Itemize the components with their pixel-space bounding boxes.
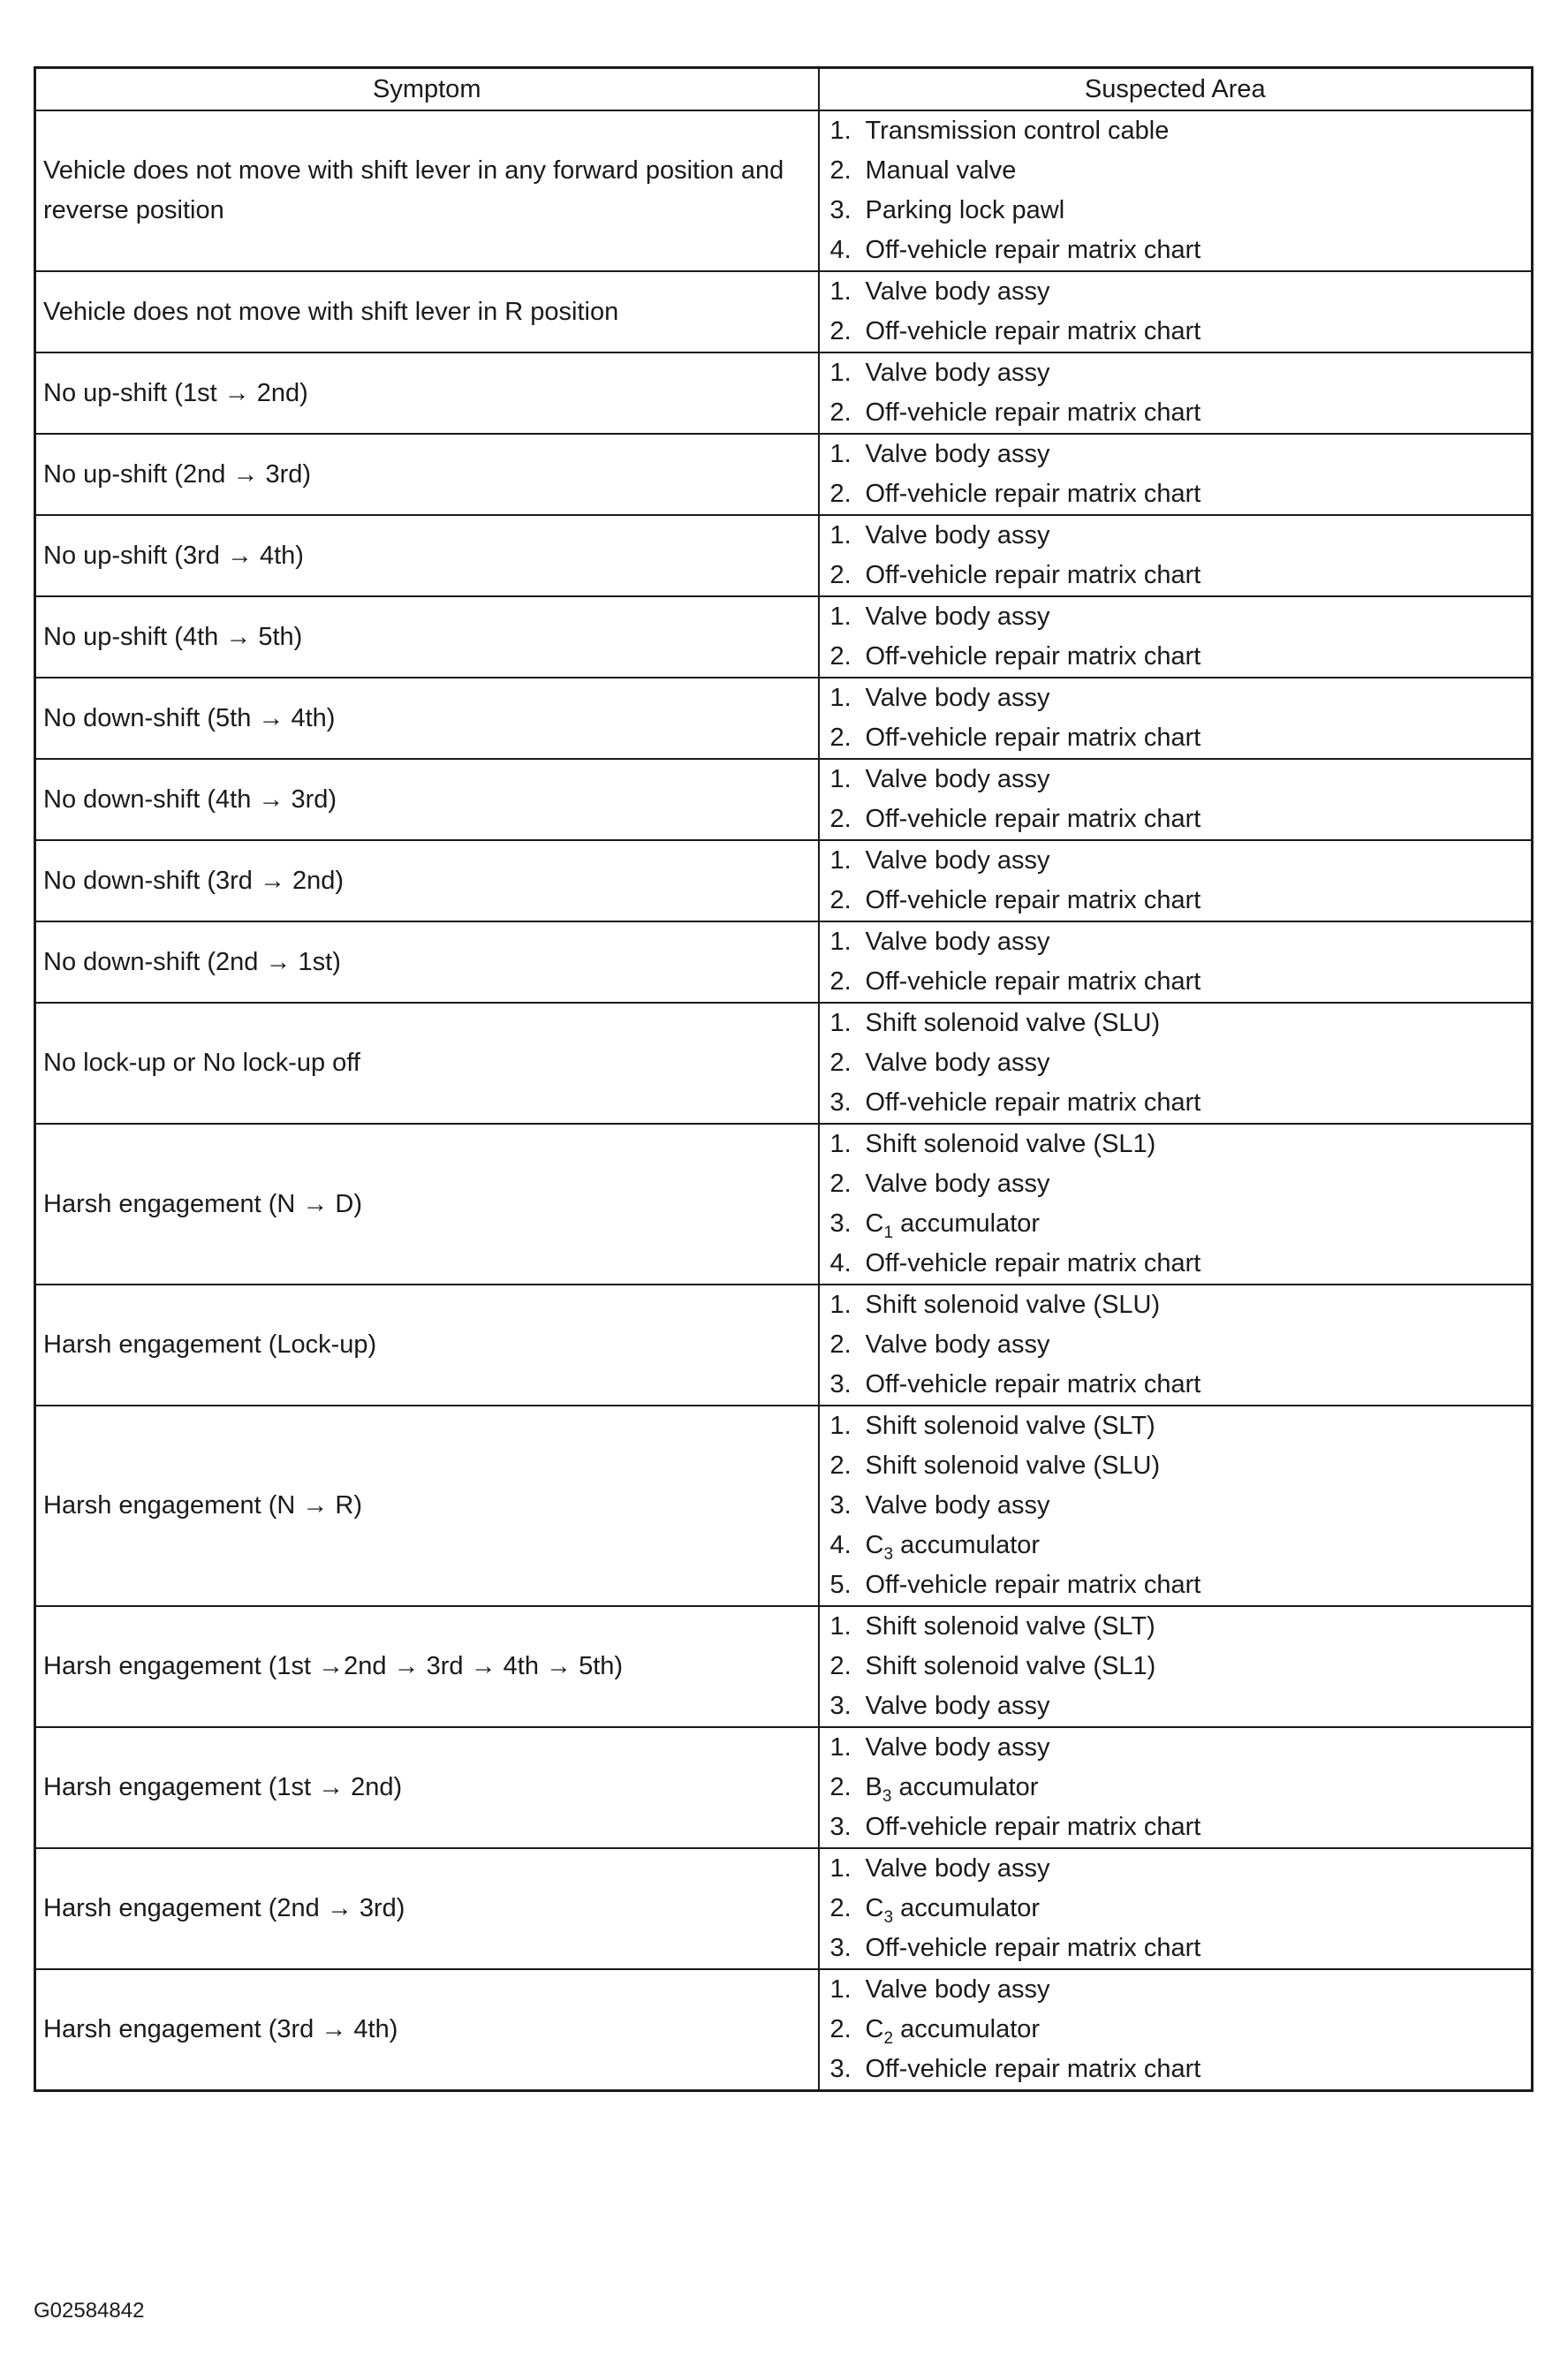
item-number: 3. (829, 1813, 852, 1841)
item-text: Transmission control cable (865, 117, 1170, 145)
suspected-area-list (830, 1004, 1521, 1123)
item-number: 1. (829, 684, 852, 712)
item-text: $C_3$ accumulator (865, 1531, 1041, 1564)
suspected-area-cell (819, 759, 1533, 840)
suspected-area-list (830, 435, 1521, 514)
item-text: Off-vehicle repair matrix chart (865, 561, 1201, 589)
suspected-area-list (830, 516, 1521, 595)
item-text: Shift solenoid valve (SL1) (865, 1652, 1156, 1680)
item-text: $B_3$ accumulator (865, 1773, 1039, 1806)
symptom-cell: No up-shift (1st → 2nd) (35, 352, 819, 434)
item-number: 1. (829, 359, 852, 387)
item-text: $C_3$ accumulator (865, 1894, 1041, 1927)
suspected-area-cell (819, 1606, 1533, 1727)
document-page (34, 66, 1531, 2092)
suspected-area-cell (819, 434, 1533, 515)
item-text: Off-vehicle repair matrix chart (865, 1813, 1201, 1841)
table-row (35, 840, 1533, 921)
suspected-area-item (830, 841, 1521, 881)
item-number: 1. (829, 928, 852, 956)
item-number: 1. (829, 765, 852, 793)
item-text: Off-vehicle repair matrix chart (865, 1571, 1201, 1599)
item-text: $C_2$ accumulator (865, 2015, 1041, 2048)
suspected-area-item (830, 1244, 1521, 1284)
table-row (35, 515, 1533, 596)
item-number: 1. (829, 1733, 852, 1762)
suspected-area-item (830, 1204, 1521, 1244)
suspected-area-item (830, 922, 1521, 962)
suspected-area-item (830, 678, 1521, 718)
item-number: 2. (829, 1773, 852, 1801)
table-row (35, 110, 1533, 271)
table-row (35, 271, 1533, 352)
suspected-area-item (830, 312, 1521, 352)
suspected-area-cell (819, 1406, 1533, 1606)
item-number: 2. (829, 1451, 852, 1480)
item-number: 3. (829, 1088, 852, 1117)
item-text: Valve body assy (865, 928, 1050, 956)
item-text: Off-vehicle repair matrix chart (865, 1370, 1201, 1398)
suspected-area-item (830, 1647, 1521, 1686)
item-text: Valve body assy (865, 684, 1050, 712)
item-text: Shift solenoid valve (SLU) (865, 1451, 1161, 1480)
item-text: Off-vehicle repair matrix chart (865, 1934, 1201, 1962)
suspected-area-list (830, 1728, 1521, 1847)
symptom-cell: No down-shift (5th → 4th) (35, 678, 819, 759)
item-number: 4. (829, 1531, 852, 1559)
suspected-area-item (830, 1849, 1521, 1889)
suspected-area-item (830, 231, 1521, 270)
table-row (35, 1606, 1533, 1727)
symptom-cell: Harsh engagement (1st →2nd → 3rd → 4th → 5th) (35, 1606, 819, 1727)
suspected-area-list (830, 841, 1521, 921)
symptom-cell: Harsh engagement (1st → 2nd) (35, 1727, 819, 1848)
item-text: Off-vehicle repair matrix chart (865, 1088, 1201, 1117)
item-number: 1. (829, 1975, 852, 2004)
item-number: 1. (829, 1854, 852, 1883)
item-text: Off-vehicle repair matrix chart (865, 236, 1201, 264)
item-number: 2. (829, 1652, 852, 1680)
suspected-area-item (830, 1929, 1521, 1968)
item-number: 2. (829, 156, 852, 185)
symptom-cell: Harsh engagement (3rd → 4th) (35, 1969, 819, 2091)
item-number: 1. (829, 1612, 852, 1641)
symptom-cell: Vehicle does not move with shift lever in R position (35, 271, 819, 352)
suspected-area-item (830, 1486, 1521, 1526)
item-text: Valve body assy (865, 1491, 1050, 1520)
item-number: 1. (829, 1009, 852, 1037)
suspected-area-item (830, 435, 1521, 474)
suspected-area-cell (819, 1727, 1533, 1848)
suspected-area-cell (819, 110, 1533, 271)
item-number: 1. (829, 117, 852, 145)
item-number: 2. (829, 805, 852, 833)
item-number: 1. (829, 603, 852, 631)
suspected-area-cell (819, 1285, 1533, 1406)
suspected-area-item (830, 1406, 1521, 1446)
item-number: 2. (829, 317, 852, 345)
item-number: 2. (829, 886, 852, 914)
suspected-area-cell (819, 678, 1533, 759)
suspected-area-item (830, 1768, 1521, 1808)
table-row (35, 1969, 1533, 2091)
symptom-cell: No down-shift (3rd → 2nd) (35, 840, 819, 921)
suspected-area-item (830, 353, 1521, 393)
table-row (35, 1003, 1533, 1124)
item-number: 2. (829, 398, 852, 427)
item-number: 1. (829, 1412, 852, 1440)
symptom-cell: No up-shift (3rd → 4th) (35, 515, 819, 596)
suspected-area-item (830, 516, 1521, 556)
item-number: 3. (829, 1209, 852, 1238)
suspected-area-item (830, 393, 1521, 433)
suspected-area-item (830, 1686, 1521, 1726)
suspected-area-cell (819, 1848, 1533, 1969)
item-text: Valve body assy (865, 765, 1050, 793)
item-text: Valve body assy (865, 1854, 1050, 1883)
item-text: Off-vehicle repair matrix chart (865, 480, 1201, 508)
suspected-area-item (830, 1164, 1521, 1204)
item-text: Off-vehicle repair matrix chart (865, 642, 1201, 671)
item-number: 4. (829, 1249, 852, 1277)
table-row (35, 1406, 1533, 1606)
suspected-area-item (830, 760, 1521, 800)
item-number: 2. (829, 1330, 852, 1359)
suspected-area-item (830, 272, 1521, 312)
item-text: Parking lock pawl (865, 196, 1065, 224)
header-suspected-area: Suspected Area (819, 68, 1533, 111)
item-text: Shift solenoid valve (SLT) (865, 1412, 1155, 1440)
suspected-area-item (830, 111, 1521, 151)
item-text: Valve body assy (865, 1692, 1050, 1720)
table-row (35, 352, 1533, 434)
suspected-area-item (830, 1565, 1521, 1605)
item-text: Shift solenoid valve (SLU) (865, 1009, 1161, 1037)
table-header-row (35, 68, 1533, 111)
suspected-area-item (830, 800, 1521, 839)
suspected-area-item (830, 1365, 1521, 1405)
suspected-area-list (830, 922, 1521, 1002)
suspected-area-item (830, 1808, 1521, 1847)
item-number: 2. (829, 724, 852, 752)
suspected-area-item (830, 1970, 1521, 2010)
suspected-area-list (830, 1849, 1521, 1968)
suspected-area-list (830, 1406, 1521, 1605)
suspected-area-list (830, 1607, 1521, 1726)
table-row (35, 759, 1533, 840)
suspected-area-list (830, 111, 1521, 270)
item-text: Valve body assy (865, 1330, 1050, 1359)
suspected-area-list (830, 1285, 1521, 1405)
suspected-area-cell (819, 352, 1533, 434)
item-text: Valve body assy (865, 521, 1050, 550)
suspected-area-item (830, 718, 1521, 758)
item-number: 2. (829, 642, 852, 671)
suspected-area-item (830, 962, 1521, 1002)
suspected-area-item (830, 881, 1521, 921)
header-symptom: Symptom (35, 68, 819, 111)
item-text: Valve body assy (865, 603, 1050, 631)
suspected-area-item (830, 597, 1521, 637)
suspected-area-list (830, 760, 1521, 839)
item-text: Manual valve (865, 156, 1017, 185)
item-number: 2. (829, 1170, 852, 1198)
suspected-area-item (830, 1004, 1521, 1043)
item-text: Valve body assy (865, 1049, 1050, 1077)
item-text: Off-vehicle repair matrix chart (865, 398, 1201, 427)
suspected-area-item (830, 637, 1521, 677)
suspected-area-cell (819, 1003, 1533, 1124)
table-row (35, 1285, 1533, 1406)
item-text: Valve body assy (865, 846, 1050, 875)
table-row (35, 921, 1533, 1003)
item-number: 5. (829, 1571, 852, 1599)
table-body (35, 110, 1533, 2091)
table-row (35, 1727, 1533, 1848)
suspected-area-item (830, 1285, 1521, 1325)
item-text: Off-vehicle repair matrix chart (865, 2055, 1201, 2083)
item-text: Valve body assy (865, 1733, 1050, 1762)
figure-id: G02584842 (34, 2299, 145, 2323)
item-text: Valve body assy (865, 277, 1050, 306)
item-number: 1. (829, 440, 852, 468)
suspected-area-cell (819, 921, 1533, 1003)
item-text: Valve body assy (865, 1975, 1050, 2004)
suspected-area-item (830, 1728, 1521, 1768)
suspected-area-list (830, 1125, 1521, 1284)
suspected-area-cell (819, 1969, 1533, 2091)
item-text: Valve body assy (865, 440, 1050, 468)
suspected-area-item (830, 2050, 1521, 2089)
symptom-cell: Harsh engagement (N → R) (35, 1406, 819, 1606)
suspected-area-item (830, 1446, 1521, 1486)
suspected-area-cell (819, 515, 1533, 596)
table-row (35, 1848, 1533, 1969)
item-number: 2. (829, 967, 852, 996)
symptom-cell: Harsh engagement (2nd → 3rd) (35, 1848, 819, 1969)
item-number: 1. (829, 846, 852, 875)
suspected-area-list (830, 678, 1521, 758)
suspected-area-item (830, 1889, 1521, 1929)
item-number: 3. (829, 1491, 852, 1520)
item-text: Valve body assy (865, 1170, 1050, 1198)
symptom-cell: No down-shift (4th → 3rd) (35, 759, 819, 840)
item-number: 1. (829, 1291, 852, 1319)
suspected-area-item (830, 2010, 1521, 2050)
item-number: 4. (829, 236, 852, 264)
suspected-area-cell (819, 840, 1533, 921)
table-row (35, 434, 1533, 515)
item-text: Off-vehicle repair matrix chart (865, 886, 1201, 914)
symptom-cell: Vehicle does not move with shift lever in any forward position and reverse position (35, 110, 819, 271)
suspected-area-list (830, 597, 1521, 677)
symptom-cell: No up-shift (4th → 5th) (35, 596, 819, 678)
item-number: 2. (829, 480, 852, 508)
item-text: Shift solenoid valve (SLT) (865, 1612, 1155, 1641)
item-number: 3. (829, 1934, 852, 1962)
symptom-cell: No down-shift (2nd → 1st) (35, 921, 819, 1003)
table-row (35, 1124, 1533, 1285)
suspected-area-item (830, 151, 1521, 191)
symptom-cell: Harsh engagement (N → D) (35, 1124, 819, 1285)
item-number: 2. (829, 2015, 852, 2043)
suspected-area-item (830, 1325, 1521, 1365)
item-number: 1. (829, 1130, 852, 1158)
item-text: Off-vehicle repair matrix chart (865, 967, 1201, 996)
suspected-area-item (830, 1526, 1521, 1565)
item-text: Valve body assy (865, 359, 1050, 387)
suspected-area-list (830, 1970, 1521, 2089)
symptom-cell: No up-shift (2nd → 3rd) (35, 434, 819, 515)
item-text: Off-vehicle repair matrix chart (865, 317, 1201, 345)
suspected-area-item (830, 1043, 1521, 1083)
item-number: 2. (829, 1894, 852, 1922)
item-number: 3. (829, 196, 852, 224)
symptom-cell: Harsh engagement (Lock-up) (35, 1285, 819, 1406)
item-number: 2. (829, 561, 852, 589)
item-text: Shift solenoid valve (SL1) (865, 1130, 1156, 1158)
item-number: 3. (829, 1370, 852, 1398)
item-number: 1. (829, 521, 852, 550)
item-text: Off-vehicle repair matrix chart (865, 805, 1201, 833)
suspected-area-item (830, 1083, 1521, 1123)
suspected-area-item (830, 191, 1521, 231)
suspected-area-list (830, 353, 1521, 433)
item-number: 3. (829, 1692, 852, 1720)
table-row (35, 678, 1533, 759)
suspected-area-cell (819, 596, 1533, 678)
problem-symptoms-table (34, 66, 1533, 2092)
suspected-area-cell (819, 271, 1533, 352)
suspected-area-item (830, 474, 1521, 514)
suspected-area-cell (819, 1124, 1533, 1285)
suspected-area-list (830, 272, 1521, 352)
symptom-cell: No lock-up or No lock-up off (35, 1003, 819, 1124)
item-text: Off-vehicle repair matrix chart (865, 724, 1201, 752)
suspected-area-item (830, 1125, 1521, 1164)
item-number: 3. (829, 2055, 852, 2083)
suspected-area-item (830, 556, 1521, 595)
suspected-area-item (830, 1607, 1521, 1647)
table-row (35, 596, 1533, 678)
item-text: Off-vehicle repair matrix chart (865, 1249, 1201, 1277)
item-number: 2. (829, 1049, 852, 1077)
item-number: 1. (829, 277, 852, 306)
item-text: Shift solenoid valve (SLU) (865, 1291, 1161, 1319)
item-text: $C_1$ accumulator (865, 1209, 1041, 1242)
